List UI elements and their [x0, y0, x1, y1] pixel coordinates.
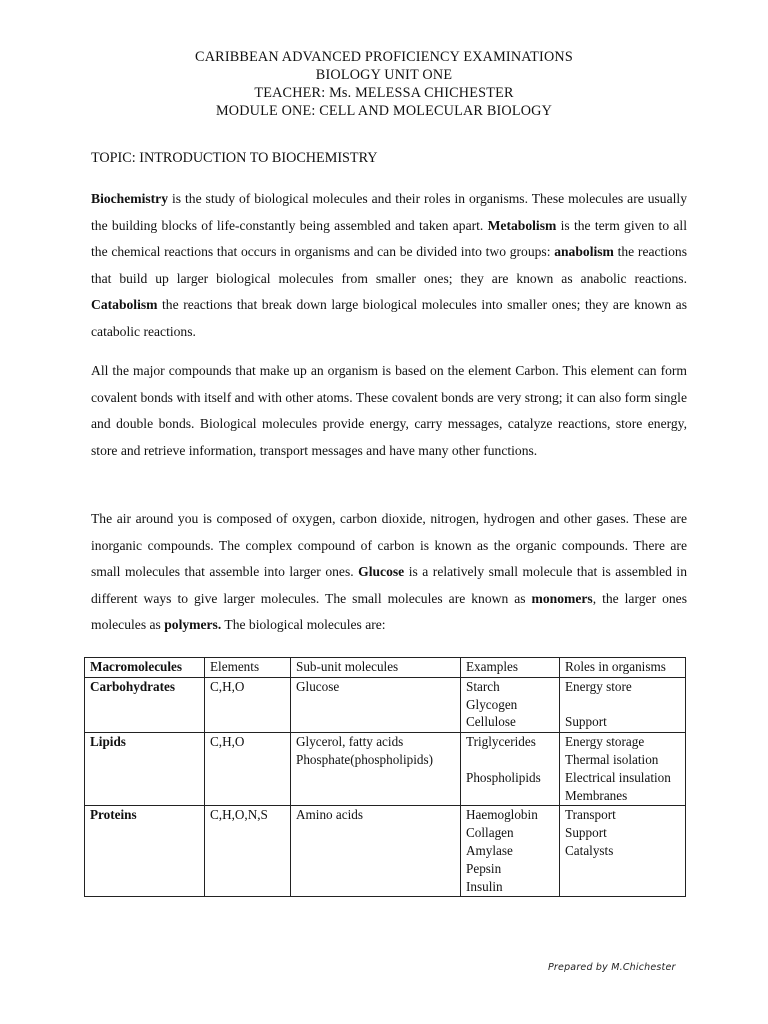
- header-subunits: Sub-unit molecules: [291, 658, 461, 678]
- term-anabolism: anabolism: [554, 244, 614, 260]
- row-name: Lipids: [85, 733, 205, 806]
- header-elements: Elements: [205, 658, 291, 678]
- row-elements: C,H,O: [205, 733, 291, 806]
- table-header-row: [85, 658, 686, 678]
- unit-title: BIOLOGY UNIT ONE: [315, 67, 453, 83]
- paragraph-carbon: All the major compounds that make up an organism is based on the element Carbon. This element can form covalent bonds with itself and with other atoms. These covalent bonds are very strong; it can also form single and double bonds. Biological molecules provide energy, carry messages, catalyze reactions, store energy, store and retrieve information, transport messages and have many other functions.: [91, 363, 687, 458]
- table-row: [85, 677, 686, 732]
- table-row: [85, 733, 686, 806]
- row-elements: C,H,O: [205, 677, 291, 732]
- row-subunits: Glucose: [291, 677, 461, 732]
- row-examples: Starch Glycogen Cellulose: [461, 677, 560, 732]
- row-roles: Energy store Support: [560, 677, 686, 732]
- exam-title: CARIBBEAN ADVANCED PROFICIENCY EXAMINATIONS: [195, 49, 573, 65]
- row-roles: Transport Support Catalysts: [560, 806, 686, 897]
- topic-heading: TOPIC: INTRODUCTION TO BIOCHEMISTRY: [91, 150, 378, 166]
- row-subunits: Amino acids: [291, 806, 461, 897]
- term-biochemistry: Biochemistry: [91, 191, 169, 206]
- header-macromolecules: Macromolecules: [85, 658, 205, 678]
- row-subunits: Glycerol, fatty acids Phosphate(phospholipids): [291, 733, 461, 806]
- table-row: [85, 806, 686, 897]
- row-roles: Energy storage Thermal isolation Electrical insulation Membranes: [560, 733, 686, 806]
- header-examples: Examples: [461, 658, 560, 678]
- row-examples: Triglycerides Phospholipids: [461, 733, 560, 806]
- row-elements: C,H,O,N,S: [205, 806, 291, 897]
- paragraph-compounds: The air around you is composed of oxygen, carbon dioxide, nitrogen, hydrogen and other gases. These are inorganic compounds. The complex compound of carbon is known as the organic compounds. There are small molecules that assemble into larger ones. Glucose is a relatively small molecule that is assembled in different ways to give larger molecules. The small molecules are known as monomers, the larger ones molecules as polymers. The biological molecules are:: [91, 511, 687, 633]
- row-name: Carbohydrates: [85, 677, 205, 732]
- module-title: MODULE ONE: CELL AND MOLECULAR BIOLOGY: [215, 103, 553, 119]
- row-name: Proteins: [85, 806, 205, 897]
- row-examples: Haemoglobin Collagen Amylase Pepsin Insulin: [461, 806, 560, 897]
- term-catabolism: Catabolism: [91, 297, 158, 313]
- macromolecules-table: [84, 657, 686, 897]
- term-polymers: polymers.: [164, 617, 222, 633]
- header-roles: Roles in organisms: [560, 658, 686, 678]
- teacher-line: TEACHER: Ms. MELESSA CHICHESTER: [254, 85, 514, 101]
- footer-credit: Prepared by M.Chichester: [548, 962, 676, 973]
- term-glucose: Glucose: [358, 564, 405, 580]
- paragraph-biochemistry: Biochemistry is the study of biological molecules and their roles in organisms. These molecules are usually the building blocks of life-constantly being assembled and taken apart. Metabolism is the term given to all the chemical reactions that occurs in organisms and can be divided into two groups: anabolism the reactions that build up larger biological molecules from smaller ones; they are known as anabolic reactions. Catabolism the reactions that break down large biological molecules into smaller ones; they are known as catabolic reactions.: [91, 191, 687, 339]
- term-monomers: monomers: [531, 590, 593, 606]
- term-metabolism: Metabolism: [487, 217, 557, 233]
